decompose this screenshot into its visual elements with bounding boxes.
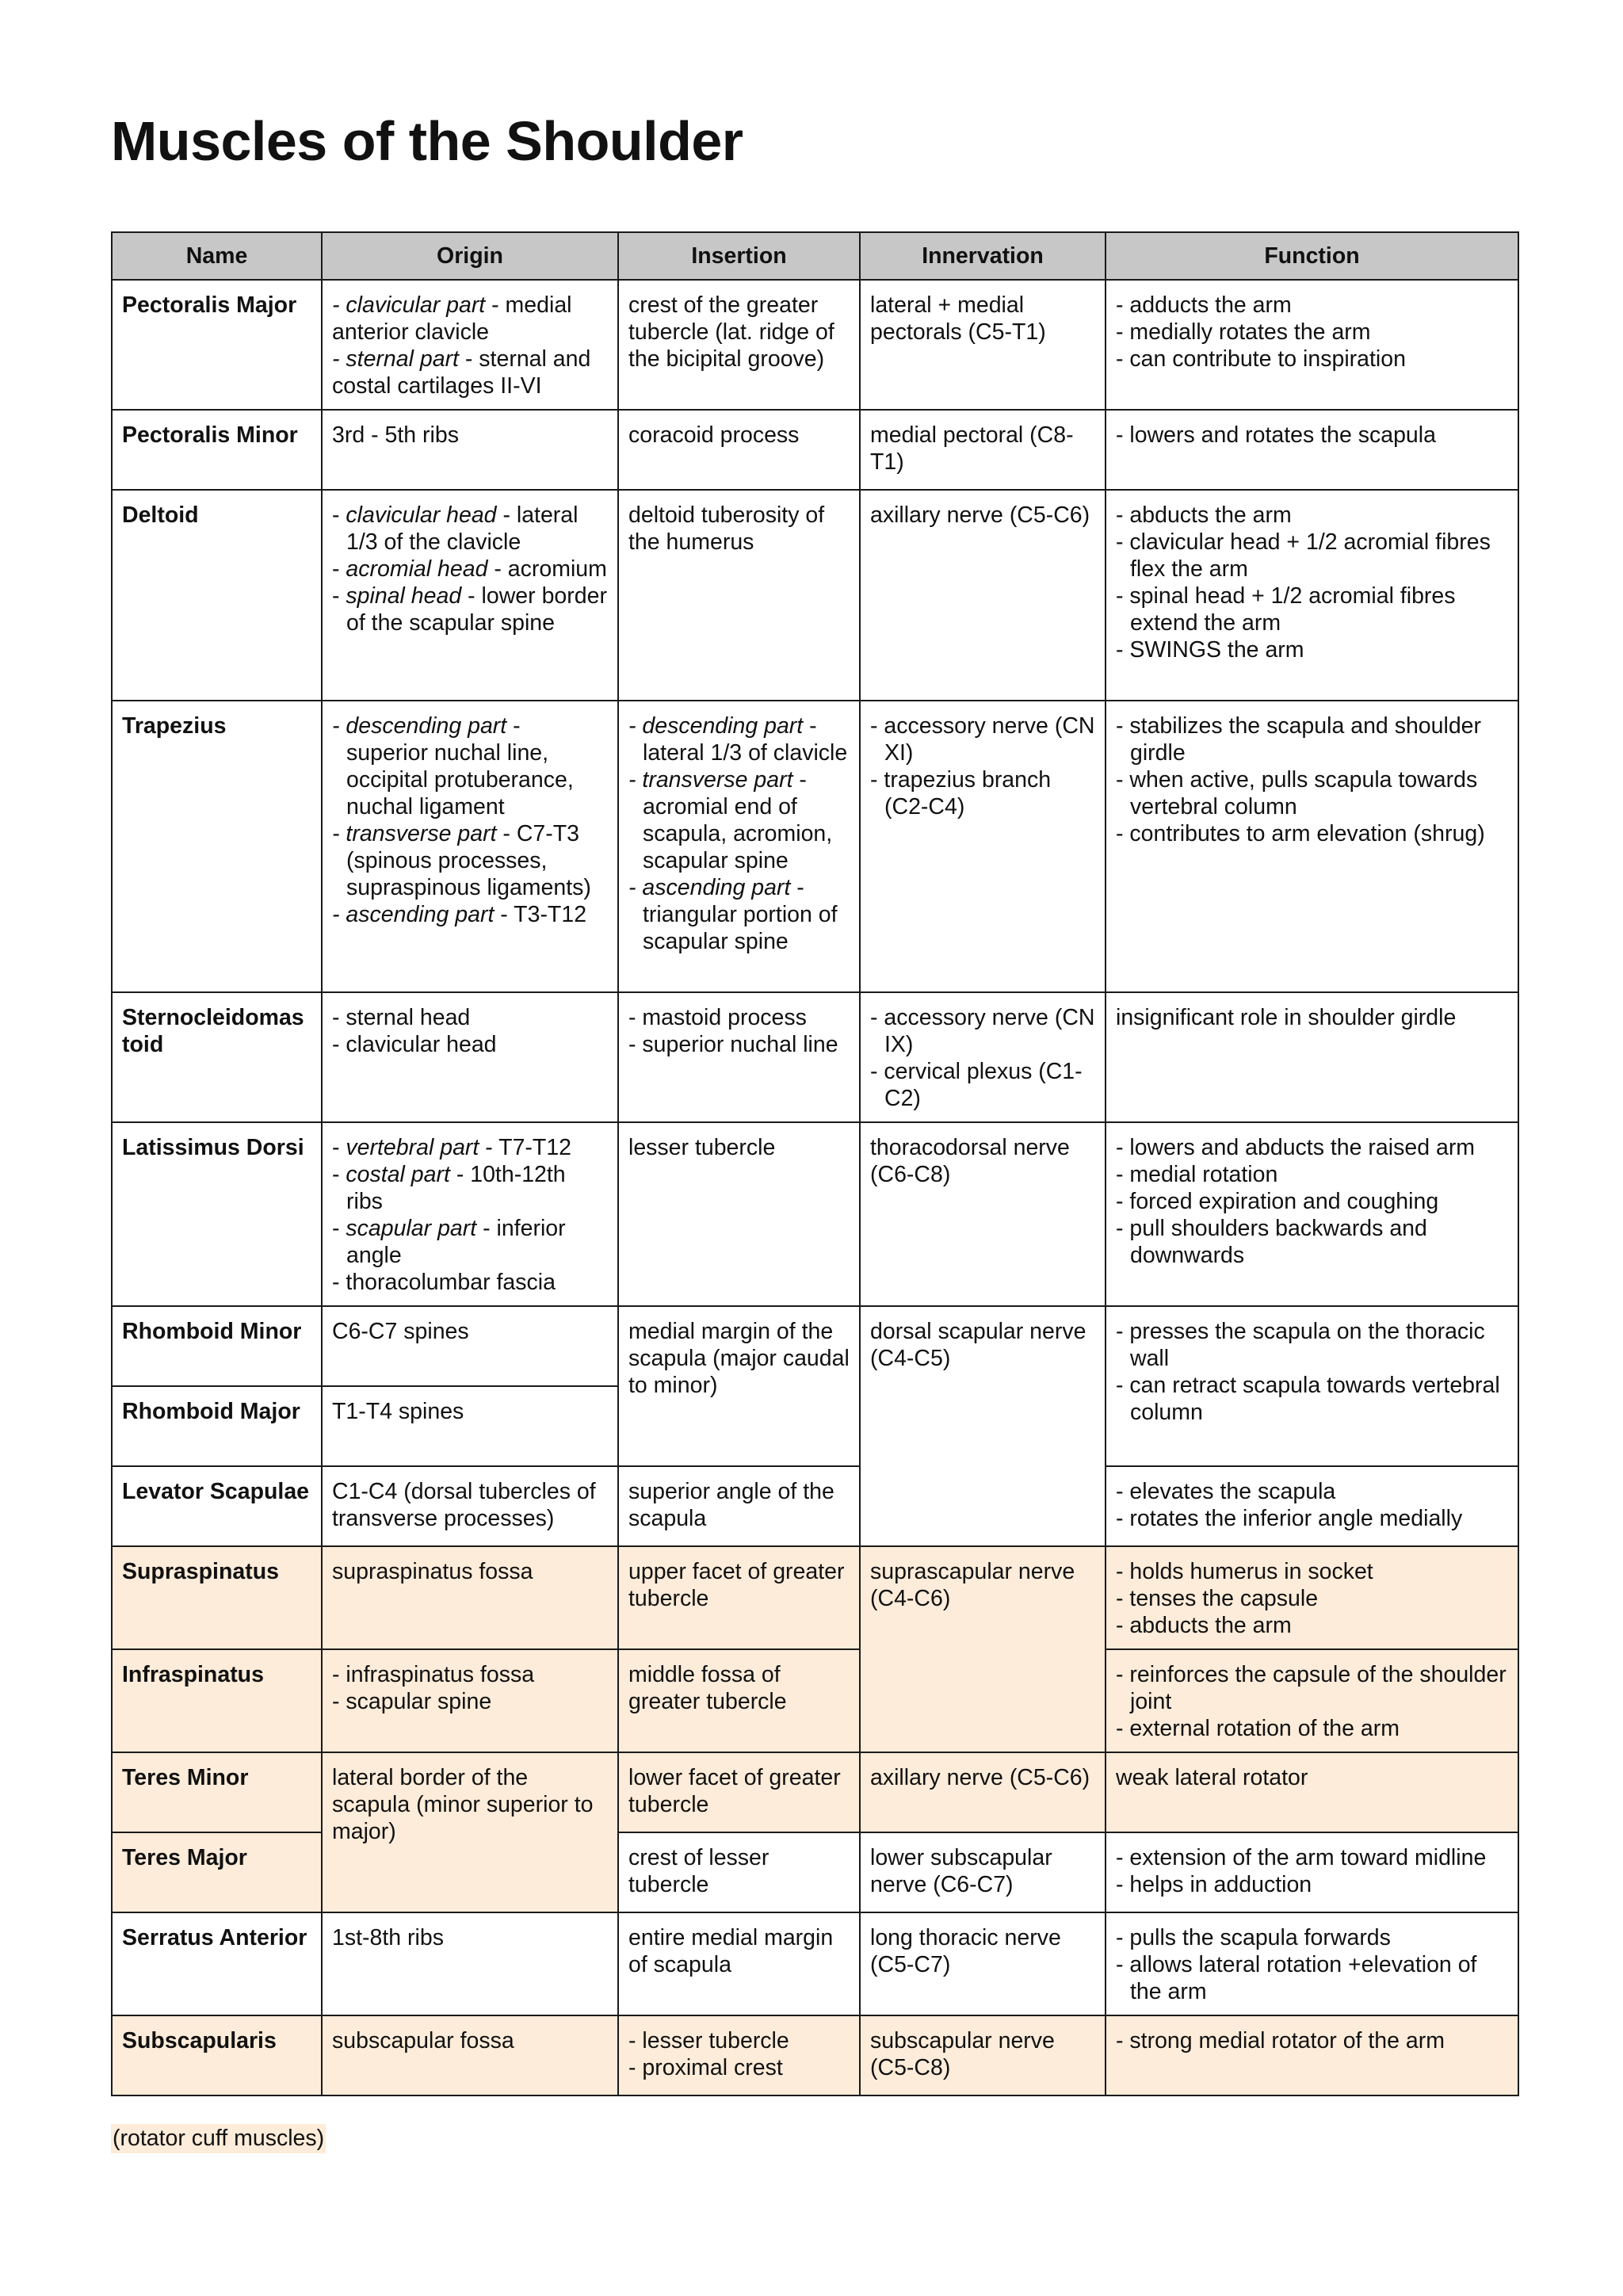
line-emphasis: - ascending part xyxy=(628,875,791,900)
cell-line xyxy=(1116,1661,1508,1715)
table-row xyxy=(112,1649,1518,1752)
cell-line xyxy=(332,1318,608,1345)
table-row xyxy=(112,1122,1518,1306)
cell-line xyxy=(1116,1372,1508,1426)
line-text: - holds humerus in socket xyxy=(1116,1559,1373,1584)
cell-line xyxy=(1116,2027,1508,2054)
function-cell xyxy=(1106,1466,1518,1546)
table-header-row xyxy=(112,232,1518,280)
cell-line xyxy=(870,1844,1095,1898)
line-text: 1st-8th ribs xyxy=(332,1925,444,1950)
line-emphasis: - ascending part xyxy=(332,902,495,927)
line-text: superior angle of the scapula xyxy=(628,1479,834,1531)
line-text: insignificant role in shoulder girdle xyxy=(1116,1005,1457,1030)
cell-line xyxy=(332,502,608,556)
table-row xyxy=(112,280,1518,410)
cell-line xyxy=(628,502,850,556)
function-cell xyxy=(1106,992,1518,1122)
line-text: - lowers and abducts the raised arm xyxy=(1116,1135,1476,1160)
line-text: - stabilizes the scapula and shoulder girdle xyxy=(1116,713,1482,766)
line-emphasis: vertebral part xyxy=(346,1135,479,1160)
cell-line xyxy=(870,1058,1095,1112)
line-text: crest of lesser tubercle xyxy=(628,1845,769,1897)
origin-cell xyxy=(322,701,618,992)
line-text: - clavicular head + 1/2 acromial fibres flex the arm xyxy=(1116,529,1491,582)
insertion-cell xyxy=(618,1752,860,1832)
line-text: - superior nuchal line, occipital protuberance, nuchal ligament xyxy=(346,713,574,819)
cell-line xyxy=(1116,1764,1508,1791)
line-text: axillary nerve (C5-C6) xyxy=(870,502,1090,528)
cell-line xyxy=(1116,319,1508,346)
cell-line xyxy=(628,1004,850,1031)
insertion-cell xyxy=(618,1832,860,1912)
origin-cell xyxy=(322,410,618,490)
cell-line xyxy=(332,1004,608,1031)
function-cell xyxy=(1106,1912,1518,2015)
line-text: T1-T4 spines xyxy=(332,1399,464,1424)
cell-line xyxy=(1116,1558,1508,1585)
function-cell xyxy=(1106,410,1518,490)
cell-line xyxy=(1116,1844,1508,1871)
function-cell xyxy=(1106,2015,1518,2095)
line-text: - abducts the arm xyxy=(1116,502,1292,528)
origin-cell xyxy=(322,992,618,1122)
line-emphasis: - descending part xyxy=(332,713,507,739)
line-emphasis: - clavicular part xyxy=(332,292,486,318)
table-row xyxy=(112,410,1518,490)
line-text: long thoracic nerve (C5-C7) xyxy=(870,1925,1061,1977)
line-text: lesser tubercle xyxy=(628,1135,776,1160)
line-text: subscapular fossa xyxy=(332,2028,514,2053)
line-emphasis: - transverse part xyxy=(628,767,793,793)
muscle-name: Infraspinatus xyxy=(112,1649,322,1752)
line-text: - 10th-12th ribs xyxy=(346,1162,566,1214)
line-text: - when active, pulls scapula towards vertebral column xyxy=(1116,767,1478,819)
line-text: - lowers and rotates the scapula xyxy=(1116,422,1436,448)
line-text: upper facet of greater tubercle xyxy=(628,1559,845,1611)
line-text: - trapezius branch (C2-C4) xyxy=(870,767,1052,819)
line-text: crest of the greater tubercle (lat. ridge of the bicipital groove) xyxy=(628,292,834,372)
muscle-name: Pectoralis Minor xyxy=(112,410,322,490)
cell-line xyxy=(870,502,1095,529)
function-cell xyxy=(1106,1649,1518,1752)
cell-line xyxy=(332,1161,608,1215)
cell-line xyxy=(1116,502,1508,529)
cell-line xyxy=(332,1764,608,1845)
line-text: subscapular nerve (C5-C8) xyxy=(870,2028,1055,2080)
line-text: - accessory nerve (CN XI) xyxy=(870,713,1095,766)
line-text: - T3-T12 xyxy=(494,902,587,927)
cell-line xyxy=(1116,529,1508,583)
table-row xyxy=(112,1546,1518,1649)
cell-line xyxy=(870,1004,1095,1058)
cell-line xyxy=(332,1398,608,1425)
cell-line xyxy=(332,1269,608,1296)
line-text: lateral + medial pectorals (C5-T1) xyxy=(870,292,1046,345)
line-text: - forced expiration and coughing xyxy=(1116,1189,1439,1214)
cell-line xyxy=(332,556,608,583)
cell-line xyxy=(870,1134,1095,1188)
header-function: Function xyxy=(1106,232,1518,280)
line-emphasis: clavicular head xyxy=(346,502,497,528)
insertion-cell xyxy=(618,280,860,410)
cell-line xyxy=(628,874,850,955)
line-text: - medial rotation xyxy=(1116,1162,1278,1187)
insertion-cell xyxy=(618,1912,860,2015)
line-text: coracoid process xyxy=(628,422,800,448)
innervation-cell xyxy=(860,992,1106,1122)
cell-line xyxy=(1116,1215,1508,1269)
insertion-cell xyxy=(618,490,860,701)
innervation-cell xyxy=(860,1122,1106,1306)
line-emphasis: costal part xyxy=(346,1162,450,1187)
line-prefix: - xyxy=(332,556,346,582)
cell-line xyxy=(1116,1004,1508,1031)
muscle-name: Rhomboid Major xyxy=(112,1386,322,1466)
innervation-cell xyxy=(860,490,1106,701)
line-text: - strong medial rotator of the arm xyxy=(1116,2028,1445,2053)
table-row xyxy=(112,490,1518,701)
line-text: - sternal head xyxy=(332,1005,471,1030)
innervation-cell xyxy=(860,1546,1106,1752)
line-text: - sternal and costal cartilages II-VI xyxy=(332,346,591,399)
line-text: - lateral 1/3 of the clavicle xyxy=(346,502,579,555)
function-cell xyxy=(1106,490,1518,701)
line-text: - adducts the arm xyxy=(1116,292,1292,318)
cell-line xyxy=(870,422,1095,476)
cell-line xyxy=(1116,1505,1508,1532)
cell-line xyxy=(1116,1188,1508,1215)
muscle-name: Latissimus Dorsi xyxy=(112,1122,322,1306)
innervation-cell xyxy=(860,1912,1106,2015)
origin-cell xyxy=(322,2015,618,2095)
line-text: entire medial margin of scapula xyxy=(628,1925,834,1977)
cell-line xyxy=(1116,1161,1508,1188)
cell-line xyxy=(628,2054,850,2081)
cell-line xyxy=(332,1134,608,1161)
muscle-name: Pectoralis Major xyxy=(112,280,322,410)
cell-line xyxy=(1116,820,1508,847)
line-text: - rotates the inferior angle medially xyxy=(1116,1506,1463,1531)
cell-line xyxy=(628,766,850,874)
origin-cell xyxy=(322,1912,618,2015)
line-text: - cervical plexus (C1-C2) xyxy=(870,1059,1083,1111)
line-text: deltoid tuberosity of the humerus xyxy=(628,502,825,555)
line-text: - thoracolumbar fascia xyxy=(332,1270,556,1295)
cell-line xyxy=(332,712,608,820)
function-cell xyxy=(1106,280,1518,410)
insertion-cell xyxy=(618,2015,860,2095)
origin-cell xyxy=(322,490,618,701)
innervation-cell xyxy=(860,2015,1106,2095)
origin-cell xyxy=(322,1122,618,1306)
cell-line xyxy=(332,1661,608,1688)
line-text: - lesser tubercle xyxy=(628,2028,789,2053)
line-text: suprascapular nerve (C4-C6) xyxy=(870,1559,1075,1611)
header-name: Name xyxy=(112,232,322,280)
origin-cell xyxy=(322,1649,618,1752)
cell-line xyxy=(628,1661,850,1715)
insertion-cell xyxy=(618,1306,860,1466)
muscle-name: Serratus Anterior xyxy=(112,1912,322,2015)
cell-line xyxy=(1116,1478,1508,1505)
origin-cell xyxy=(322,1466,618,1546)
cell-line xyxy=(870,1318,1095,1372)
cell-line xyxy=(1116,422,1508,449)
origin-cell xyxy=(322,1306,618,1386)
line-text: - triangular portion of scapular spine xyxy=(643,875,838,954)
origin-cell xyxy=(322,1752,618,1912)
cell-line xyxy=(628,1478,850,1532)
muscle-name: Levator Scapulae xyxy=(112,1466,322,1546)
line-emphasis: - descending part xyxy=(628,713,804,739)
line-text: C1-C4 (dorsal tubercles of transverse processes) xyxy=(332,1479,596,1531)
line-text: - abducts the arm xyxy=(1116,1613,1292,1638)
cell-line xyxy=(1116,1951,1508,2005)
insertion-cell xyxy=(618,410,860,490)
line-emphasis: acromial head xyxy=(346,556,488,582)
function-cell xyxy=(1106,1752,1518,1832)
function-cell xyxy=(1106,1546,1518,1649)
muscle-name: Rhomboid Minor xyxy=(112,1306,322,1386)
cell-line xyxy=(628,1318,850,1399)
cell-line xyxy=(1116,712,1508,766)
line-text: - inferior angle xyxy=(346,1216,566,1268)
cell-line xyxy=(1116,1318,1508,1372)
muscles-table xyxy=(111,231,1519,2096)
cell-line xyxy=(870,292,1095,346)
cell-line xyxy=(628,292,850,372)
table-row xyxy=(112,701,1518,992)
muscle-name: Trapezius xyxy=(112,701,322,992)
muscle-name: Subscapularis xyxy=(112,2015,322,2095)
table-row xyxy=(112,1912,1518,2015)
line-text: 3rd - 5th ribs xyxy=(332,422,459,448)
line-text: - reinforces the capsule of the shoulder joint xyxy=(1116,1662,1507,1714)
page-title: Muscles of the Shoulder xyxy=(111,110,743,172)
function-cell xyxy=(1106,1832,1518,1912)
line-text: - medial anterior clavicle xyxy=(332,292,572,345)
line-text: - accessory nerve (CN IX) xyxy=(870,1005,1095,1057)
innervation-cell xyxy=(860,1832,1106,1912)
cell-line xyxy=(870,2027,1095,2081)
cell-line xyxy=(870,766,1095,820)
line-text: - pull shoulders backwards and downwards xyxy=(1116,1216,1427,1268)
cell-line xyxy=(628,422,850,449)
header-insertion: Insertion xyxy=(618,232,860,280)
cell-line xyxy=(870,1764,1095,1791)
cell-line xyxy=(1116,1585,1508,1612)
line-text: axillary nerve (C5-C6) xyxy=(870,1765,1090,1790)
cell-line xyxy=(870,712,1095,766)
cell-line xyxy=(870,1924,1095,1978)
line-text: - mastoid process xyxy=(628,1005,807,1030)
line-emphasis: - sternal part xyxy=(332,346,459,372)
line-text: - lateral 1/3 of clavicle xyxy=(643,713,848,766)
table-row xyxy=(112,1466,1518,1546)
header-origin: Origin xyxy=(322,232,618,280)
line-text: - tenses the capsule xyxy=(1116,1586,1319,1611)
line-emphasis: - transverse part xyxy=(332,821,497,846)
cell-line xyxy=(332,1031,608,1058)
line-text: lower facet of greater tubercle xyxy=(628,1765,841,1817)
cell-line xyxy=(332,1924,608,1951)
innervation-cell xyxy=(860,410,1106,490)
line-text: - allows lateral rotation +elevation of the arm xyxy=(1116,1952,1477,2004)
line-text: lower subscapular nerve (C6-C7) xyxy=(870,1845,1052,1897)
line-text: dorsal scapular nerve (C4-C5) xyxy=(870,1319,1086,1371)
insertion-cell xyxy=(618,1122,860,1306)
line-prefix: - xyxy=(332,1135,346,1160)
line-text: - lower border of the scapular spine xyxy=(346,583,607,636)
line-text: - medially rotates the arm xyxy=(1116,319,1371,345)
cell-line xyxy=(1116,1871,1508,1898)
cell-line xyxy=(1116,292,1508,319)
line-text: lateral border of the scapula (minor superior to major) xyxy=(332,1765,594,1844)
cell-line xyxy=(628,1134,850,1161)
cell-line xyxy=(628,712,850,766)
cell-line xyxy=(332,820,608,901)
origin-cell xyxy=(322,1386,618,1466)
line-text: middle fossa of greater tubercle xyxy=(628,1662,787,1714)
table-row xyxy=(112,992,1518,1122)
function-cell xyxy=(1106,1122,1518,1306)
line-prefix: - xyxy=(332,502,346,528)
cell-line xyxy=(332,1478,608,1532)
innervation-cell xyxy=(860,1306,1106,1546)
line-prefix: - xyxy=(332,1162,346,1187)
line-text: - can contribute to inspiration xyxy=(1116,346,1406,372)
line-text: - proximal crest xyxy=(628,2055,783,2080)
insertion-cell xyxy=(618,1546,860,1649)
cell-line xyxy=(332,1688,608,1715)
cell-line xyxy=(332,346,608,399)
insertion-cell xyxy=(618,992,860,1122)
muscle-name: Deltoid xyxy=(112,490,322,701)
line-text: C6-C7 spines xyxy=(332,1319,469,1344)
cell-line xyxy=(628,1558,850,1612)
cell-line xyxy=(1116,583,1508,636)
muscle-name: Teres Minor xyxy=(112,1752,322,1832)
cell-line xyxy=(332,2027,608,2054)
origin-cell xyxy=(322,1546,618,1649)
table-row xyxy=(112,1752,1518,1832)
line-text: - scapular spine xyxy=(332,1689,492,1714)
cell-line xyxy=(1116,1715,1508,1742)
line-text: - clavicular head xyxy=(332,1032,497,1057)
cell-line xyxy=(332,1215,608,1269)
origin-cell xyxy=(322,280,618,410)
cell-line xyxy=(1116,1612,1508,1639)
cell-line xyxy=(870,1558,1095,1612)
cell-line xyxy=(628,1844,850,1898)
line-text: - T7-T12 xyxy=(479,1135,572,1160)
cell-line xyxy=(332,583,608,636)
line-text: - superior nuchal line xyxy=(628,1032,838,1057)
table-row xyxy=(112,1306,1518,1386)
cell-line xyxy=(1116,766,1508,820)
line-text: - pulls the scapula forwards xyxy=(1116,1925,1391,1950)
innervation-cell xyxy=(860,701,1106,992)
table-row xyxy=(112,2015,1518,2095)
line-text: - external rotation of the arm xyxy=(1116,1716,1400,1741)
line-text: weak lateral rotator xyxy=(1116,1765,1308,1790)
muscle-name: Teres Major xyxy=(112,1832,322,1912)
line-text: medial margin of the scapula (major caudal to minor) xyxy=(628,1319,850,1398)
insertion-cell xyxy=(618,1649,860,1752)
cell-line xyxy=(332,1558,608,1585)
cell-line xyxy=(1116,1924,1508,1951)
cell-line xyxy=(332,292,608,346)
line-text: - contributes to arm elevation (shrug) xyxy=(1116,821,1485,846)
line-emphasis: spinal head xyxy=(346,583,462,609)
insertion-cell xyxy=(618,701,860,992)
line-text: - can retract scapula towards vertebral column xyxy=(1116,1373,1500,1425)
line-text: - presses the scapula on the thoracic wall xyxy=(1116,1319,1485,1371)
insertion-cell xyxy=(618,1466,860,1546)
cell-line xyxy=(628,1924,850,1978)
line-text: - C7-T3 (spinous processes, supraspinous ligaments) xyxy=(346,821,591,900)
function-cell xyxy=(1106,1306,1518,1466)
line-text: - elevates the scapula xyxy=(1116,1479,1336,1504)
line-emphasis: scapular part xyxy=(346,1216,477,1241)
line-text: - helps in adduction xyxy=(1116,1872,1312,1897)
line-prefix: - xyxy=(332,1216,346,1241)
rotator-cuff-legend: (rotator cuff muscles) xyxy=(111,2124,326,2153)
function-cell xyxy=(1106,701,1518,992)
line-text: - acromial end of scapula, acromion, scapular spine xyxy=(643,767,833,873)
cell-line xyxy=(628,1031,850,1058)
line-text: - SWINGS the arm xyxy=(1116,637,1304,663)
muscle-name: Supraspinatus xyxy=(112,1546,322,1649)
line-text: medial pectoral (C8-T1) xyxy=(870,422,1074,475)
innervation-cell xyxy=(860,1752,1106,1832)
line-prefix: - xyxy=(332,583,346,609)
cell-line xyxy=(1116,636,1508,663)
line-text: - extension of the arm toward midline xyxy=(1116,1845,1487,1870)
cell-line xyxy=(332,901,608,928)
line-text: supraspinatus fossa xyxy=(332,1559,533,1584)
cell-line xyxy=(628,2027,850,2054)
line-text: - spinal head + 1/2 acromial fibres extend the arm xyxy=(1116,583,1456,636)
line-text: thoracodorsal nerve (C6-C8) xyxy=(870,1135,1070,1187)
cell-line xyxy=(1116,346,1508,372)
header-innervation: Innervation xyxy=(860,232,1106,280)
cell-line xyxy=(332,422,608,449)
cell-line xyxy=(1116,1134,1508,1161)
cell-line xyxy=(628,1764,850,1818)
line-text: - acromium xyxy=(487,556,607,582)
muscle-name: Sternocleidomastoid xyxy=(112,992,322,1122)
line-text: - infraspinatus fossa xyxy=(332,1662,535,1687)
innervation-cell xyxy=(860,280,1106,410)
